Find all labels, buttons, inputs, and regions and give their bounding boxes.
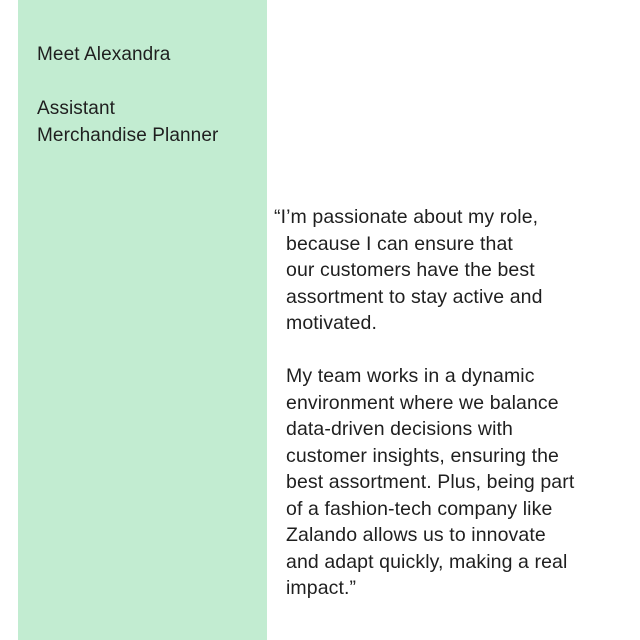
quote-line: motivated. xyxy=(286,312,377,334)
quote-line: and adapt quickly, making a real xyxy=(286,550,568,573)
quote-line: best assortment. Plus, being part xyxy=(286,471,575,493)
quote-line: impact.” xyxy=(286,577,357,599)
testimonial-quote xyxy=(274,204,624,602)
intro-heading: Meet Alexandra xyxy=(37,44,171,65)
quote-paragraph xyxy=(274,204,624,337)
quote-line: of a fashion-tech company like xyxy=(286,497,553,520)
quote-line: because I can ensure that xyxy=(286,232,513,255)
quote-line: “I’m passionate about my role, xyxy=(274,206,539,228)
job-title-line: Merchandise Planner xyxy=(37,124,219,146)
quote-line: assortment to stay active and xyxy=(286,285,543,308)
quote-line: our customers have the best xyxy=(286,259,535,281)
quote-line: Zalando allows us to innovate xyxy=(286,524,546,546)
job-title xyxy=(37,96,252,149)
quote-paragraph xyxy=(274,363,624,602)
quote-line: data-driven decisions with xyxy=(286,418,513,440)
quote-line: environment where we balance xyxy=(286,391,559,414)
quote-line: My team works in a dynamic xyxy=(286,365,535,387)
quote-line: customer insights, ensuring the xyxy=(286,444,559,467)
job-title-line: Assistant xyxy=(37,98,115,119)
